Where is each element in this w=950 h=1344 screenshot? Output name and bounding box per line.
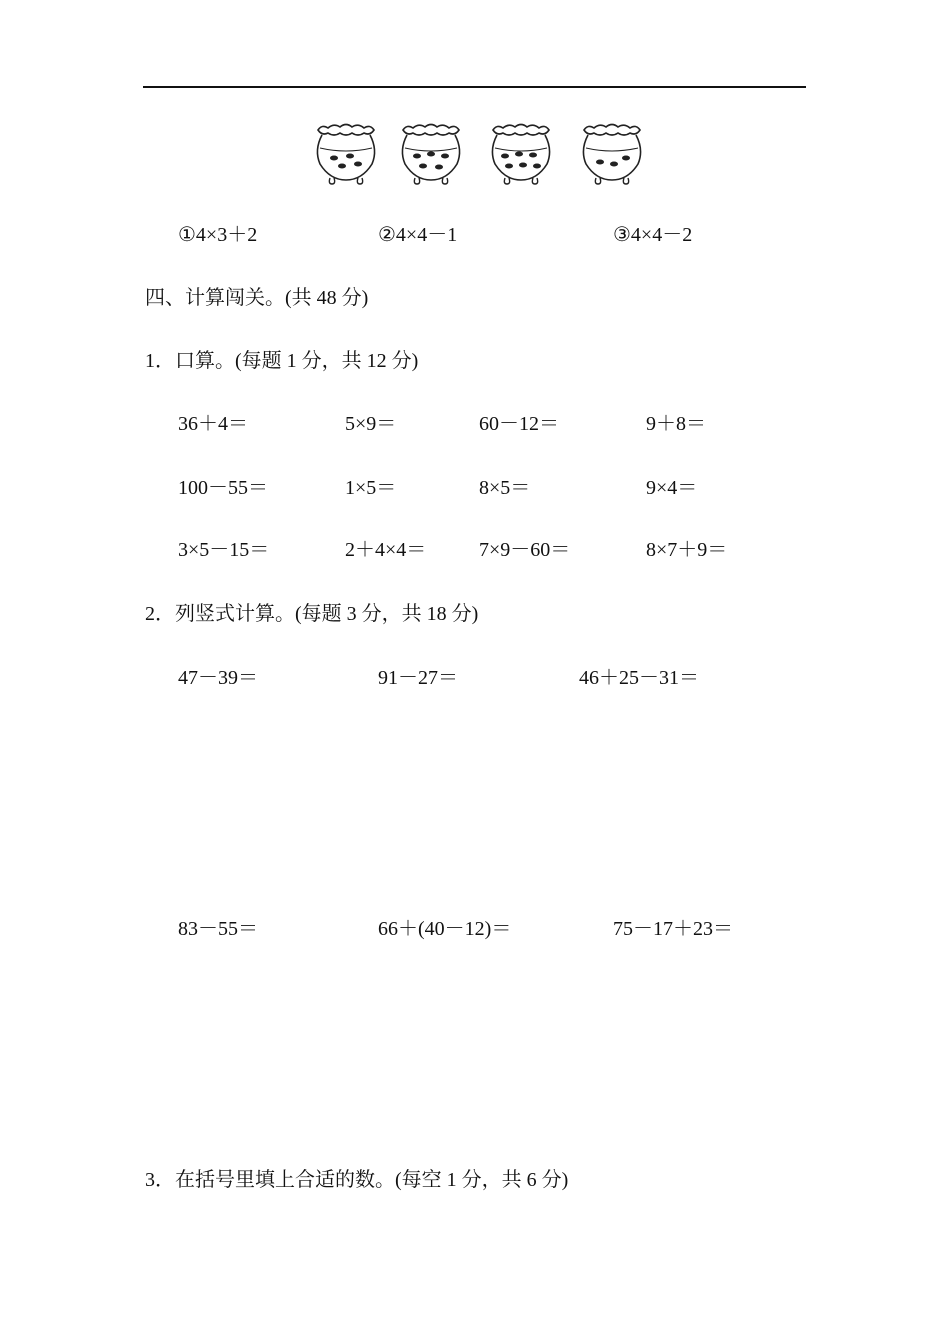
oral-calc-item: 5×9＝	[345, 413, 397, 435]
vertical-calc-item: 46＋25－31＝	[579, 667, 699, 689]
oral-calc-item: 9＋8＝	[646, 413, 706, 435]
fish-bowls-figure	[300, 120, 660, 190]
header-rule	[143, 86, 806, 88]
vertical-calc-item: 83－55＝	[178, 918, 258, 940]
oral-calc-item: 36＋4＝	[178, 413, 248, 435]
fish-bowl-4	[578, 120, 646, 186]
option-1: ①4×3＋2	[178, 224, 258, 246]
fish-bowl-3	[487, 120, 555, 186]
oral-calc-item: 2＋4×4＝	[345, 539, 427, 561]
vertical-calc-item: 75－17＋23＝	[613, 918, 733, 940]
option-3: ③4×4－2	[613, 224, 693, 246]
option-2: ②4×4－1	[378, 224, 458, 246]
oral-calc-item: 100－55＝	[178, 477, 268, 499]
fish-bowl-1	[312, 120, 380, 186]
oral-calc-item: 60－12＝	[479, 413, 559, 435]
oral-calc-item: 1×5＝	[345, 477, 397, 499]
oral-calc-item: 8×5＝	[479, 477, 531, 499]
vertical-calc-item: 66＋(40－12)＝	[378, 918, 512, 940]
oral-calc-item: 3×5－15＝	[178, 539, 270, 561]
vertical-calc-item: 91－27＝	[378, 667, 458, 689]
oral-calc-item: 9×4＝	[646, 477, 698, 499]
q1-title: 1．口算。(每题 1 分，共 12 分)	[145, 350, 419, 372]
q2-title: 2．列竖式计算。(每题 3 分，共 18 分)	[145, 603, 479, 625]
fish-bowl-2	[397, 120, 465, 186]
section-4-title: 四、计算闯关。(共 48 分)	[145, 287, 369, 309]
oral-calc-item: 8×7＋9＝	[646, 539, 728, 561]
q3-title: 3．在括号里填上合适的数。(每空 1 分，共 6 分)	[145, 1169, 569, 1191]
oral-calc-item: 7×9－60＝	[479, 539, 571, 561]
vertical-calc-item: 47－39＝	[178, 667, 258, 689]
